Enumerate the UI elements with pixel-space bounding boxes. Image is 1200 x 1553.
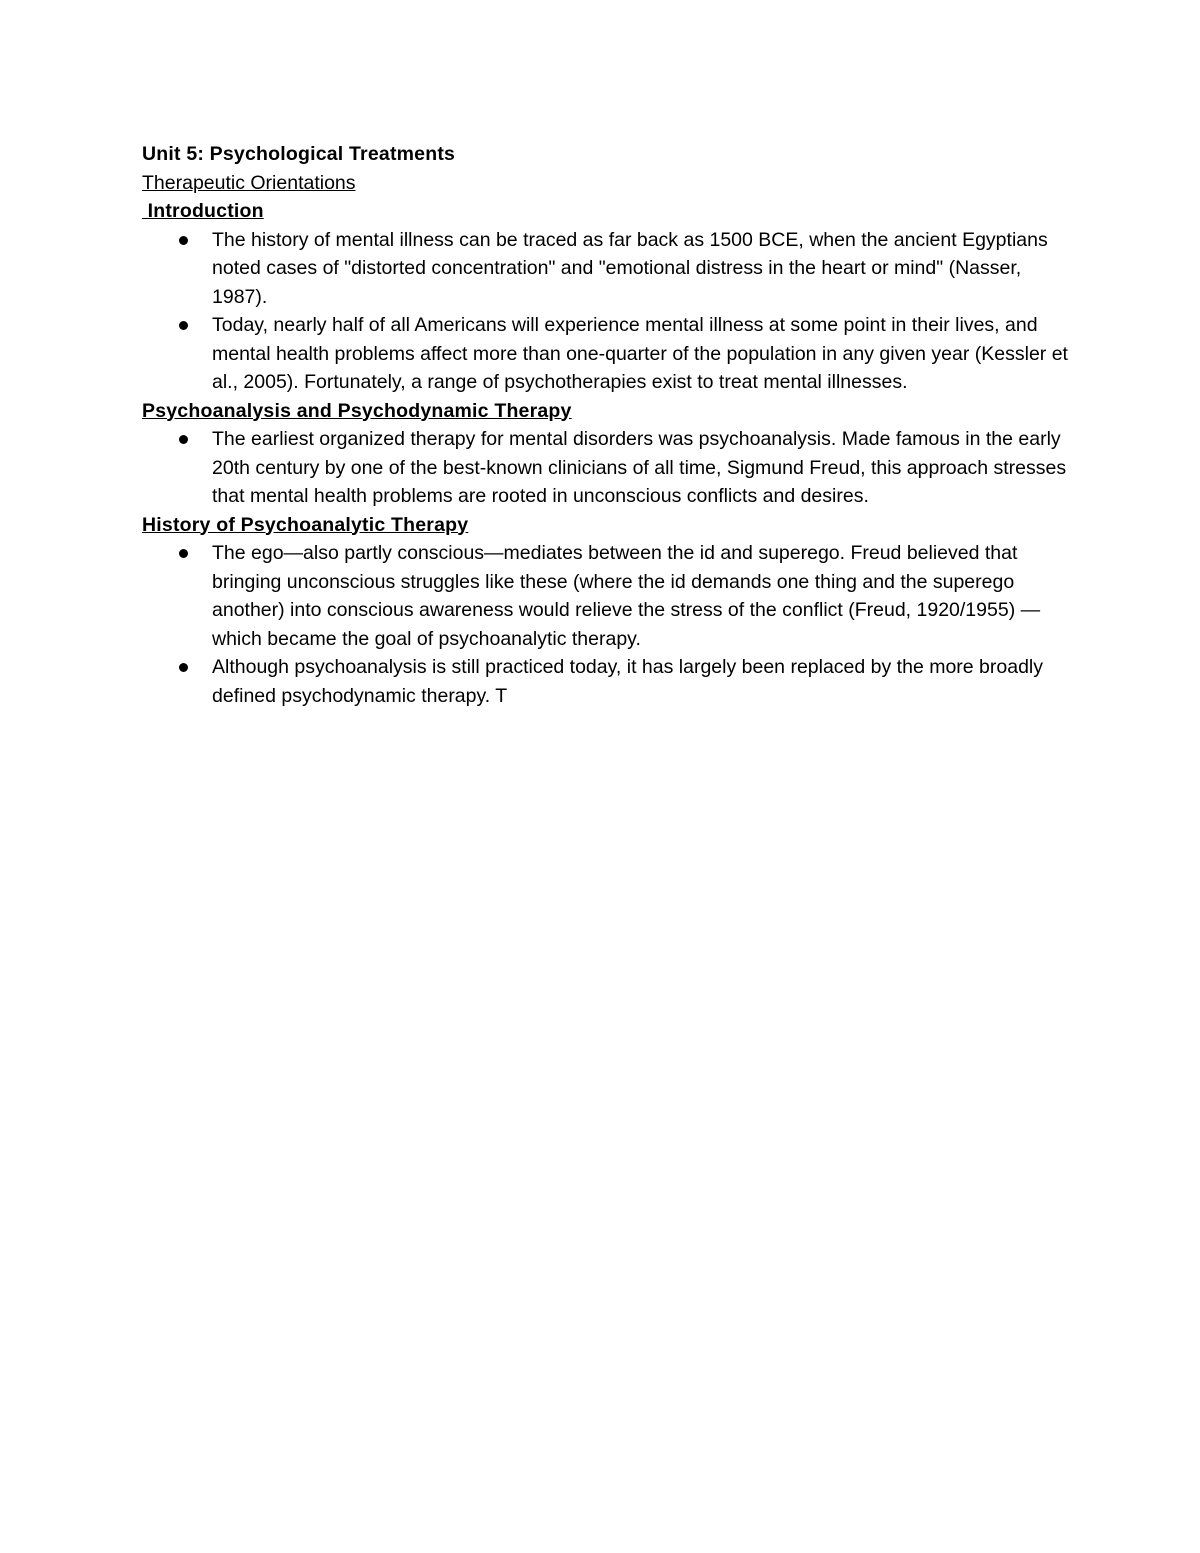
list-item-text: Although psychoanalysis is still practiced today, it has largely been replaced by the more broadly defined psychodynamic therapy. T	[212, 656, 1044, 707]
document-page	[142, 140, 1072, 710]
list-item	[142, 653, 1072, 710]
list-item-text: The earliest organized therapy for mental disorders was psychoanalysis. Made famous in the early 20th century by one of the best-known clinicians of all time, Sigmund Freud, this approach stresses that mental health problems are rooted in unconscious conflicts and desires.	[212, 428, 1067, 507]
bullet-icon	[179, 236, 188, 245]
list-item	[142, 539, 1072, 653]
document-title: Unit 5: Psychological Treatments	[142, 143, 456, 165]
list-item-text: The ego—also partly conscious—mediates between the id and superego. Freud believed that bringing unconscious struggles like these (where the id demands one thing and the superego another) into conscious awareness would relieve the stress of the conflict (Freud, 1920/1955) —which became the goal of psychoanalytic therapy.	[212, 542, 1041, 650]
section-history	[142, 511, 1072, 711]
document-subtitle: Therapeutic Orientations	[142, 171, 356, 194]
list-item	[142, 311, 1072, 397]
list-item-text: The history of mental illness can be traced as far back as 1500 BCE, when the ancient Egyptians noted cases of "distorted concentration" and "emotional distress in the heart or mind" (Nasser, 1987).	[212, 228, 1048, 308]
section-psychoanalysis	[142, 397, 1072, 511]
section-heading: History of Psychoanalytic Therapy	[142, 513, 469, 536]
bullet-list	[142, 226, 1072, 397]
bullet-list	[142, 539, 1072, 710]
section-introduction	[142, 197, 1072, 397]
bullet-icon	[179, 663, 188, 672]
section-heading: Introduction	[142, 200, 264, 222]
bullet-list	[142, 425, 1072, 511]
list-item	[142, 226, 1072, 312]
list-item	[142, 425, 1072, 511]
section-heading: Psychoanalysis and Psychodynamic Therapy	[142, 399, 572, 422]
list-item-text: Today, nearly half of all Americans will experience mental illness at some point in their lives, and mental health problems affect more than one-quarter of the population in any given year (Kessler et al., 2005). Fortunately, a range of psychotherapies exist to treat mental illnesses.	[212, 314, 1068, 393]
bullet-icon	[179, 435, 188, 444]
bullet-icon	[179, 549, 188, 558]
bullet-icon	[179, 321, 188, 330]
